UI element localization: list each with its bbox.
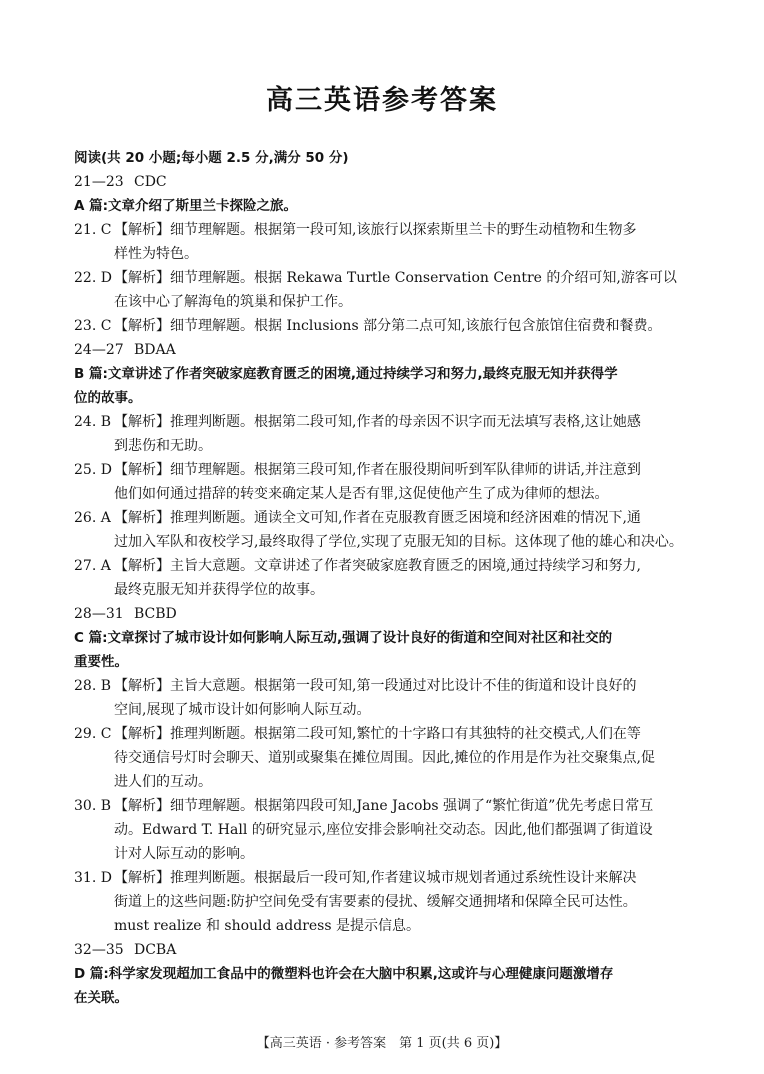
explanation-line: 他们如何通过措辞的转变来确定某人是否有罪,这促使他产生了成为律师的想法。 (114, 486, 609, 502)
range-numbers: 24—27 (74, 342, 124, 358)
answer-item (74, 674, 700, 722)
explanation-line: 到悲伤和无助。 (114, 438, 212, 454)
passage-line: B 篇:文章讲述了作者突破家庭教育匮乏的困境,通过持续学习和努力,最终克服无知并获得学 (74, 366, 618, 382)
explanation-line: 【解析】细节理解题。根据 Rekawa Turtle Conservation Centre 的介绍可知,游客可以 (114, 270, 677, 286)
explanation (114, 314, 700, 338)
question-label: 27. A (74, 558, 111, 574)
answer-item (74, 506, 700, 554)
explanation-line: 最终克服无知并获得学位的故事。 (114, 582, 324, 598)
passage-summary (74, 626, 700, 674)
passage-line: D 篇:科学家发现超加工食品中的微塑料也许会在大脑中积累,这或许与心理健康问题激增存 (74, 966, 614, 982)
explanation-line: 【解析】主旨大意题。根据第一段可知,第一段通过对比设计不佳的街道和设计良好的 (114, 678, 637, 694)
explanation-line: 样性为特色。 (114, 246, 198, 262)
explanation-line: 【解析】推理判断题。根据最后一段可知,作者建议城市规划者通过系统性设计来解决 (114, 870, 637, 886)
range-answers: DCBA (134, 942, 177, 958)
explanation-line: 计对人际互动的影响。 (114, 846, 254, 862)
explanation-line: 街道上的这些问题:防护空间免受有害要素的侵扰、缓解交通拥堵和保障全民可达性。 (114, 894, 637, 910)
answer-range (74, 170, 700, 194)
explanation-line: 【解析】细节理解题。根据第四段可知,Jane Jacobs 强调了“繁忙街道”优先考虑日常互 (114, 798, 654, 814)
answer-range (74, 938, 700, 962)
question-label: 24. B (74, 414, 112, 430)
answer-item (74, 866, 700, 938)
explanation-line: 空间,展现了城市设计如何影响人际互动。 (114, 702, 371, 718)
answer-item (74, 554, 700, 602)
answer-item (74, 410, 700, 458)
section-header: 阅读(共 20 小题;每小题 2.5 分,满分 50 分) (74, 150, 349, 166)
answer-item (74, 722, 700, 794)
page-footer: 【高三英语 · 参考答案 第 1 页(共 6 页)】 (256, 1036, 508, 1051)
answer-item (74, 314, 700, 338)
explanation-line: 【解析】推理判断题。根据第二段可知,作者的母亲因不识字而无法填写表格,这让她感 (114, 414, 641, 430)
explanation-line: 【解析】细节理解题。根据第三段可知,作者在服役期间听到军队律师的讲话,并注意到 (114, 462, 641, 478)
question-label: 28. B (74, 678, 112, 694)
explanation (114, 794, 700, 866)
answer-item (74, 266, 700, 314)
question-label: 23. C (74, 318, 112, 334)
question-label: 22. D (74, 270, 112, 286)
explanation-line: 在该中心了解海龟的筑巢和保护工作。 (114, 294, 352, 310)
explanation-line: 过加入军队和夜校学习,最终取得了学位,实现了克服无知的目标。这体现了他的雄心和决心。 (114, 534, 683, 550)
question-label: 29. C (74, 726, 112, 742)
explanation-line: 进人们的互动。 (114, 774, 212, 790)
range-answers: BDAA (134, 342, 176, 358)
explanation (114, 506, 700, 554)
question-label: 31. D (74, 870, 112, 886)
explanation-line: 【解析】细节理解题。根据第一段可知,该旅行以探索斯里兰卡的野生动植物和生物多 (114, 222, 637, 238)
explanation-line: 【解析】主旨大意题。文章讲述了作者突破家庭教育匮乏的困境,通过持续学习和努力, (114, 558, 641, 574)
explanation-line: must realize 和 should address 是提示信息。 (114, 918, 420, 934)
answer-range (74, 602, 700, 626)
explanation-line: 【解析】细节理解题。根据 Inclusions 部分第二点可知,该旅行包含旅馆住宿费和餐费。 (114, 318, 662, 334)
explanation (114, 554, 700, 602)
question-label: 21. C (74, 222, 112, 238)
range-numbers: 32—35 (74, 942, 124, 958)
answer-item (74, 794, 700, 866)
question-label: 30. B (74, 798, 112, 814)
explanation-line: 待交通信号灯时会聊天、道别或聚集在摊位周围。因此,摊位的作用是作为社交聚集点,促 (114, 750, 655, 766)
explanation-line: 【解析】推理判断题。通读全文可知,作者在克服教育匮乏困境和经济困难的情况下,通 (114, 510, 641, 526)
explanation-line: 动。Edward T. Hall 的研究显示,座位安排会影响社交动态。因此,他们都强调了街道设 (114, 822, 653, 838)
explanation (114, 218, 700, 266)
answer-content (74, 146, 700, 1010)
range-numbers: 28—31 (74, 606, 124, 622)
passage-line: 位的故事。 (74, 390, 142, 406)
passage-summary (74, 194, 700, 218)
answer-range (74, 338, 700, 362)
passage-line: A 篇:文章介绍了斯里兰卡探险之旅。 (74, 198, 298, 214)
explanation-line: 【解析】推理判断题。根据第二段可知,繁忙的十字路口有其独特的社交模式,人们在等 (114, 726, 641, 742)
question-label: 26. A (74, 510, 111, 526)
passage-summary (74, 362, 700, 410)
page-title: 高三英语参考答案 (266, 85, 498, 116)
explanation (114, 722, 700, 794)
range-numbers: 21—23 (74, 174, 124, 190)
passage-line: C 篇:文章探讨了城市设计如何影响人际互动,强调了设计良好的街道和空间对社区和社交的 (74, 630, 613, 646)
explanation (114, 458, 700, 506)
answer-item (74, 218, 700, 266)
explanation (114, 410, 700, 458)
passage-line: 重要性。 (74, 654, 128, 670)
passage-summary (74, 962, 700, 1010)
explanation (114, 866, 700, 938)
passage-line: 在关联。 (74, 990, 128, 1006)
answer-item (74, 458, 700, 506)
explanation (114, 674, 700, 722)
range-answers: BCBD (134, 606, 177, 622)
range-answers: CDC (134, 174, 167, 190)
question-label: 25. D (74, 462, 112, 478)
explanation (114, 266, 700, 314)
